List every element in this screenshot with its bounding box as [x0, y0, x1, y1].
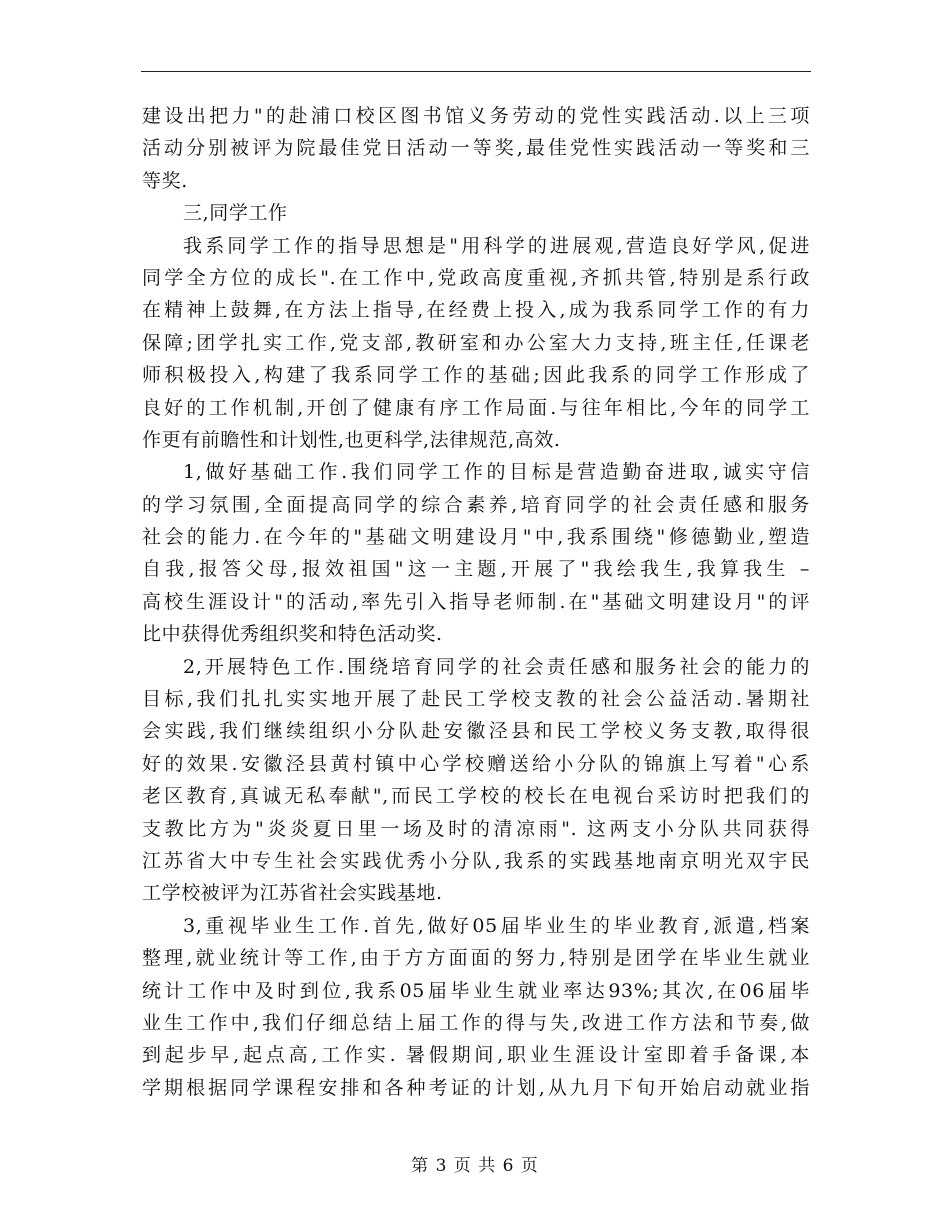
- text-line: 好的效果.安徽泾县黄村镇中心学校赠送给小分队的锦旗上写着"心系: [142, 752, 810, 775]
- text-line: 统计工作中及时到位,我系05届毕业生就业率达93%;其次,在06届毕: [142, 979, 810, 1002]
- text-line: 我系同学工作的指导思想是"用科学的进展观,营造良好学风,促进: [183, 234, 810, 257]
- text-line: 比中获得优秀组织奖和特色活动奖.: [142, 623, 443, 646]
- text-line: 在精神上鼓舞,在方法上指导,在经费上投入,成为我系同学工作的有力: [142, 299, 810, 322]
- text-line: 社会的能力.在今年的"基础文明建设月"中,我系围绕"修德勤业,塑造: [142, 526, 810, 549]
- text-line: 等奖.: [142, 169, 188, 192]
- page-number-footer: 第 3 页 共 6 页: [411, 1156, 539, 1176]
- text-line: 支教比方为"炎炎夏日里一场及时的清凉雨". 这两支小分队共同获得: [142, 817, 810, 840]
- text-line: 2,开展特色工作.围绕培育同学的社会责任感和服务社会的能力的: [183, 655, 810, 678]
- text-line: 会实践,我们继续组织小分队赴安徽泾县和民工学校义务支教,取得很: [142, 720, 810, 743]
- text-line: 1,做好基础工作.我们同学工作的目标是营造勤奋进取,诚实守信: [183, 461, 810, 484]
- text-line: 的学习氛围,全面提高同学的综合素养,培育同学的社会责任感和服务: [142, 493, 810, 516]
- text-line: 学期根据同学课程安排和各种考证的计划,从九月下旬开始启动就业指: [142, 1076, 810, 1099]
- text-line: 师积极投入,构建了我系同学工作的基础;因此我系的同学工作形成了: [142, 364, 810, 387]
- text-line: 自我,报答父母,报效祖国"这一主题,开展了"我绘我生,我算我生 –: [142, 558, 810, 581]
- text-line: 目标,我们扎扎实实地开展了赴民工学校支教的社会公益活动.暑期社: [142, 688, 810, 711]
- text-line: 到起步早,起点高,工作实. 暑假期间,职业生涯设计室即着手备课,本: [142, 1044, 810, 1067]
- text-line: 江苏省大中专生社会实践优秀小分队,我系的实践基地南京明光双宇民: [142, 849, 810, 872]
- text-line: 保障;团学扎实工作,党支部,教研室和办公室大力支持,班主任,任课老: [142, 331, 810, 354]
- document-body: [142, 100, 810, 1104]
- text-line: 活动分别被评为院最佳党日活动一等奖,最佳党性实践活动一等奖和三: [142, 137, 810, 160]
- text-line: 业生工作中,我们仔细总结上届工作的得与失,改进工作方法和节奏,做: [142, 1011, 810, 1034]
- text-line: 高校生涯设计"的活动,率先引入指导老师制.在"基础文明建设月"的评: [142, 590, 810, 613]
- text-line: 3,重视毕业生工作.首先,做好05届毕业生的毕业教育,派遣,档案: [183, 914, 810, 937]
- text-line: 整理,就业统计等工作,由于方方面面的努力,特别是团学在毕业生就业: [142, 947, 810, 970]
- text-line: 良好的工作机制,开创了健康有序工作局面.与往年相比,今年的同学工: [142, 396, 810, 419]
- header-rule: [141, 71, 811, 72]
- text-line: 老区教育,真诚无私奉献",而民工学校的校长在电视台采访时把我们的: [142, 785, 810, 808]
- text-line: 建设出把力"的赴浦口校区图书馆义务劳动的党性实践活动.以上三项: [142, 105, 810, 127]
- text-line: 工学校被评为江苏省社会实践基地.: [142, 882, 443, 905]
- text-line: 同学全方位的成长".在工作中,党政高度重视,齐抓共管,特别是系行政: [142, 266, 810, 289]
- text-line: 三,同学工作: [183, 202, 288, 225]
- text-line: 作更有前瞻性和计划性,也更科学,法律规范,高效.: [142, 428, 561, 451]
